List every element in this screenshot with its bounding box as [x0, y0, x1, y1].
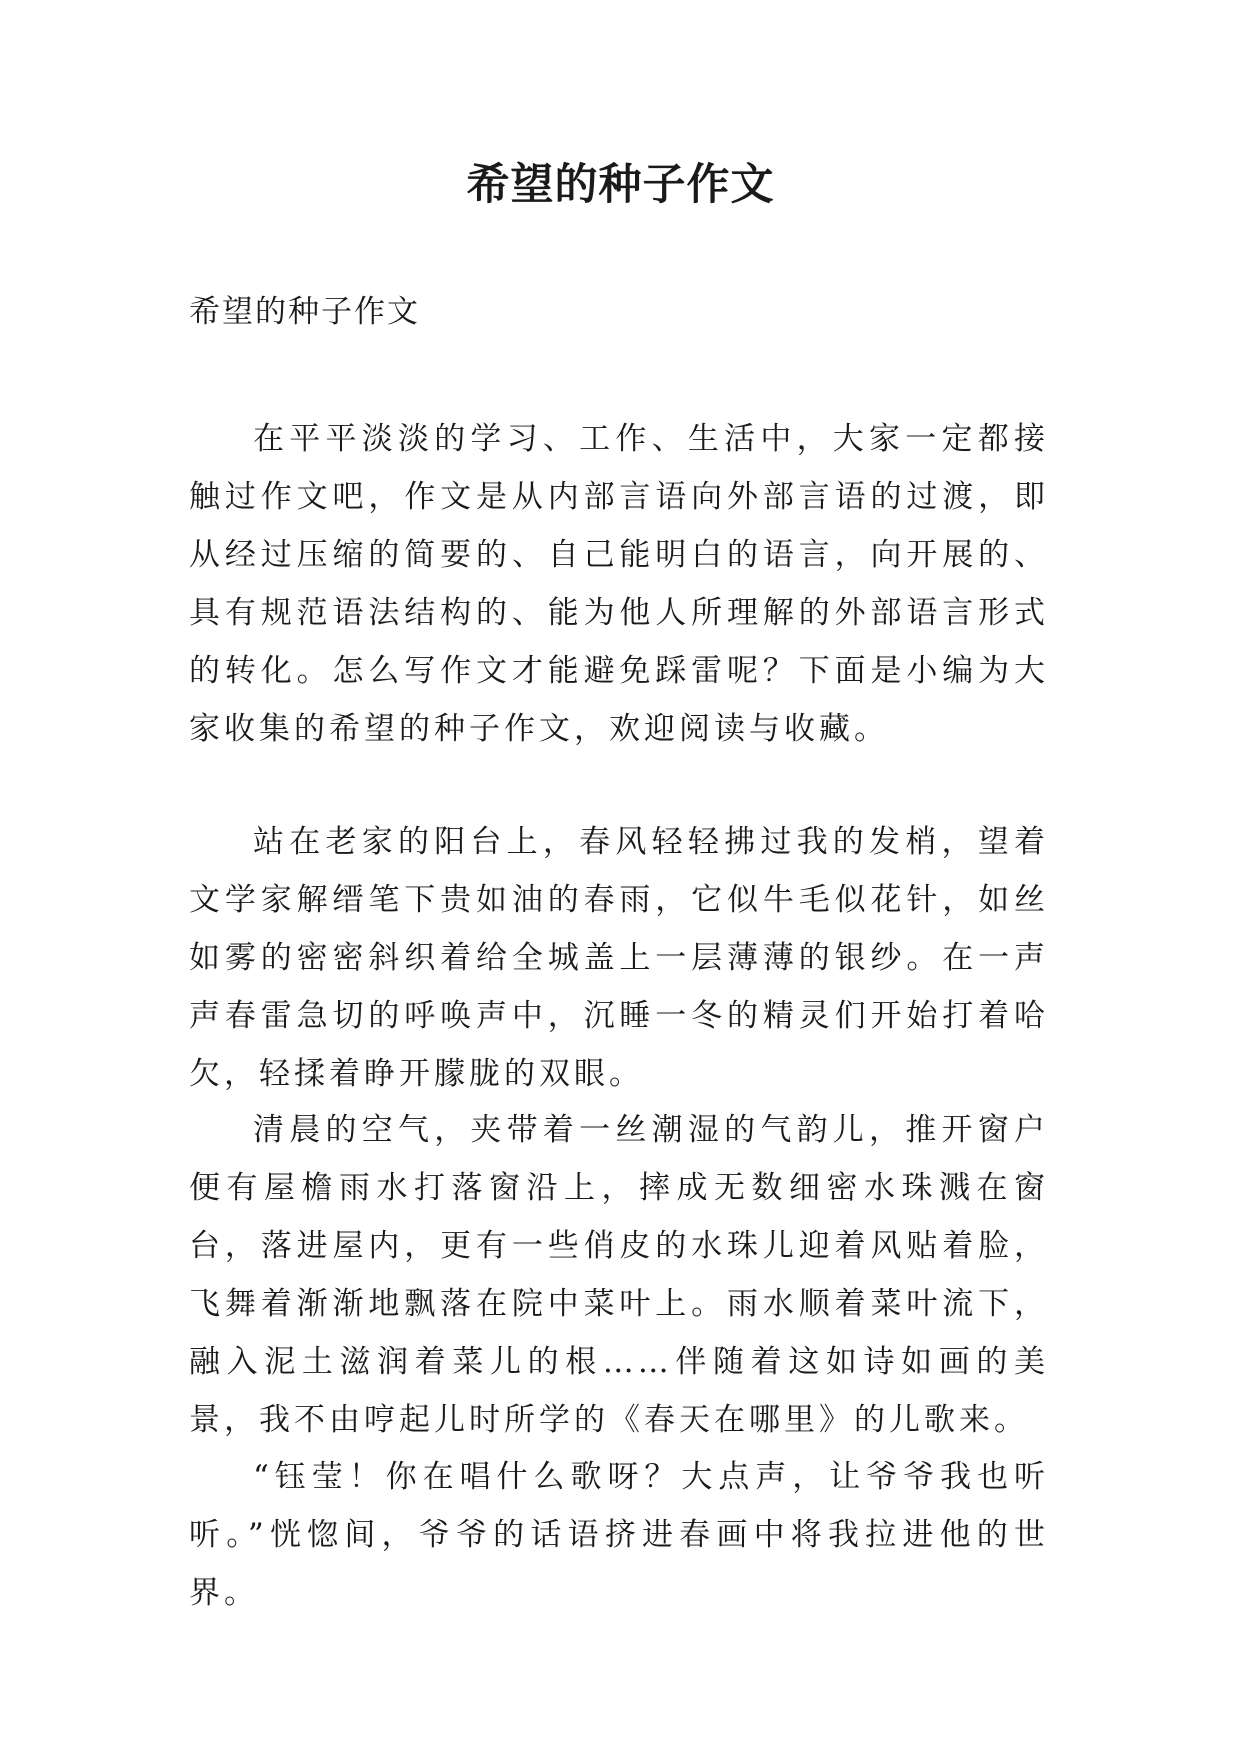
paragraph-morning: 清晨的空气，夹带着一丝潮湿的气韵儿，推开窗户便有屋檐雨水打落窗沿上，摔成无数细密水珠溅在窗台，落进屋内，更有一些俏皮的水珠儿迎着风贴着脸，飞舞着渐渐地飘落在院中菜叶上。雨水顺着菜叶流下，融入泥土滋润着菜儿的根……伴随着这如诗如画的美景，我不由哼起儿时所学的《春天在哪里》的儿歌来。: [189, 1112, 1049, 1438]
paragraph-balcony: 站在老家的阳台上，春风轻轻拂过我的发梢，望着文学家解缙笔下贵如油的春雨，它似牛毛似花针，如丝如雾的密密斜织着给全城盖上一层薄薄的银纱。在一声声春雷急切的呼唤声中，沉睡一冬的精灵们开始打着哈欠，轻揉着睁开朦胧的双眼。: [189, 824, 1049, 1092]
paragraph-grandpa: “钰莹！你在唱什么歌呀？大点声，让爷爷我也听听。”恍惚间，爷爷的话语挤进春画中将我拉进他的世界。: [189, 1459, 1049, 1611]
document-subtitle: 希望的种子作文: [189, 294, 420, 330]
paragraph-intro: 在平平淡淡的学习、工作、生活中，大家一定都接触过作文吧，作文是从内部言语向外部言语的过渡，即从经过压缩的简要的、自己能明白的语言，向开展的、具有规范语法结构的、能为他人所理解的外部语言形式的转化。怎么写作文才能避免踩雷呢？下面是小编为大家收集的希望的种子作文，欢迎阅读与收藏。: [189, 421, 1049, 747]
document-title: 希望的种子作文: [466, 160, 775, 210]
